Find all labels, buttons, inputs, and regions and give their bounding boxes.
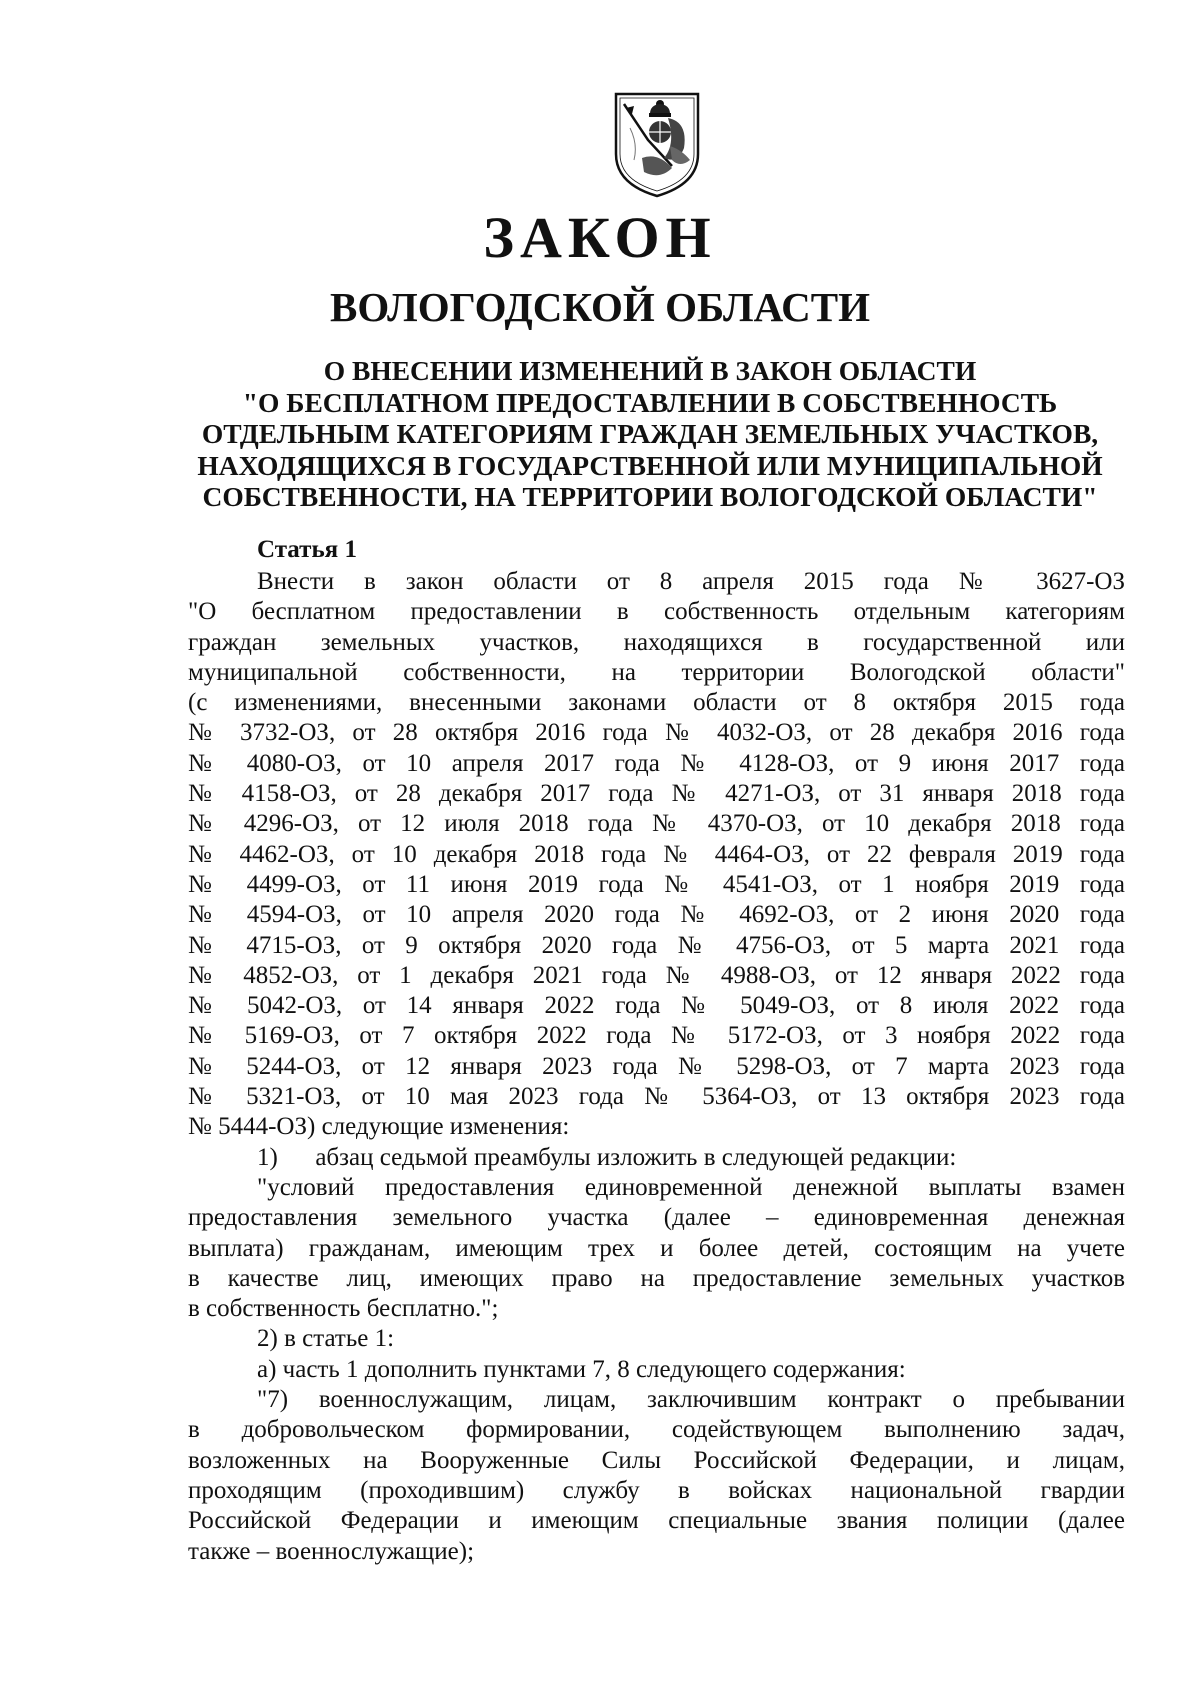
text-line: № 4080-ОЗ, от 10 апреля 2017 года № 4128-ОЗ, от 9 июня 2017 года — [188, 749, 1125, 777]
text-line: № 4594-ОЗ, от 10 апреля 2020 года № 4692-ОЗ, от 2 июня 2020 года — [188, 901, 1125, 929]
text-line: № 5042-ОЗ, от 14 января 2022 года № 5049-ОЗ, от 8 июля 2022 года — [188, 992, 1125, 1020]
text-line: Российской Федерации и имеющим специальные звания полиции (далее — [188, 1507, 1125, 1535]
text-line: № 3732-ОЗ, от 28 октября 2016 года № 4032-ОЗ, от 28 декабря 2016 года — [188, 719, 1125, 747]
article-heading: Статья 1 — [257, 536, 357, 563]
text-line: № 4715-ОЗ, от 9 октября 2020 года № 4756-ОЗ, от 5 марта 2021 года — [188, 931, 1125, 959]
text-line: № 4499-ОЗ, от 11 июня 2019 года № 4541-ОЗ, от 1 ноября 2019 года — [188, 870, 1125, 898]
text-line: предоставления земельного участка (далее – единовременная денежная — [188, 1204, 1125, 1232]
text-line: "О бесплатном предоставлении в собственность отдельным категориям — [188, 598, 1125, 626]
subtitle-line: "О БЕСПЛАТНОМ ПРЕДОСТАВЛЕНИИ В СОБСТВЕННОСТЬ — [242, 386, 1058, 418]
text-line: в качестве лиц, имеющих право на предоставление земельных участков — [188, 1264, 1125, 1292]
law-subtitle — [170, 355, 1130, 513]
text-line: № 5444-ОЗ) следующие изменения: — [188, 1113, 570, 1141]
subtitle-line: О ВНЕСЕНИИ ИЗМЕНЕНИЙ В ЗАКОН ОБЛАСТИ — [323, 355, 977, 386]
text-line: 1) абзац седьмой преамбулы изложить в следующей редакции: — [257, 1143, 957, 1171]
text-line: № 4158-ОЗ, от 28 декабря 2017 года № 4271-ОЗ, от 31 января 2018 года — [188, 780, 1125, 808]
text-line: муниципальной собственности, на территории Вологодской области" — [188, 658, 1125, 686]
text-line: выплата) гражданам, имеющим трех и более детей, состоящим на учете — [188, 1234, 1125, 1262]
text-line: (с изменениями, внесенными законами области от 8 октября 2015 года — [188, 689, 1125, 717]
text-line: № 4462-ОЗ, от 10 декабря 2018 года № 4464-ОЗ, от 22 февраля 2019 года — [188, 840, 1125, 868]
text-line: Внести в закон области от 8 апреля 2015 года № 3627-ОЗ — [257, 568, 1125, 595]
document-region: ВОЛОГОДСКОЙ ОБЛАСТИ — [329, 284, 871, 330]
subtitle-line: СОБСТВЕННОСТИ, НА ТЕРРИТОРИИ ВОЛОГОДСКОЙ ОБЛАСТИ" — [202, 481, 1098, 512]
text-line: возложенных на Вооруженные Силы Российской Федерации, и лицам, — [188, 1446, 1125, 1474]
text-line: "7) военнослужащим, лицам, заключившим контракт о пребывании — [257, 1386, 1125, 1414]
text-line: № 4296-ОЗ, от 12 июля 2018 года № 4370-ОЗ, от 10 декабря 2018 года — [188, 810, 1125, 838]
text-line: проходящим (проходившим) службу в войсках национальной гвардии — [188, 1476, 1125, 1504]
subtitle-line: НАХОДЯЩИХСЯ В ГОСУДАРСТВЕННОЙ ИЛИ МУНИЦИПАЛЬНОЙ — [197, 449, 1103, 481]
text-line: № 5321-ОЗ, от 10 мая 2023 года № 5364-ОЗ, от 13 октября 2023 года — [188, 1083, 1125, 1111]
article-body — [188, 567, 1125, 1567]
text-line: "условий предоставления единовременной денежной выплаты взамен — [257, 1173, 1125, 1201]
text-line: № 5169-ОЗ, от 7 октября 2022 года № 5172-ОЗ, от 3 ноября 2022 года — [188, 1022, 1125, 1050]
text-line: в собственность бесплатно."; — [188, 1295, 499, 1323]
text-line: № 5244-ОЗ, от 12 января 2023 года № 5298-ОЗ, от 7 марта 2023 года — [188, 1052, 1125, 1080]
text-line: № 4852-ОЗ, от 1 декабря 2021 года № 4988-ОЗ, от 12 января 2022 года — [188, 961, 1125, 989]
text-line: также – военнослужащие); — [188, 1537, 475, 1565]
subtitle-line: ОТДЕЛЬНЫМ КАТЕГОРИЯМ ГРАЖДАН ЗЕМЕЛЬНЫХ УЧАСТКОВ, — [201, 418, 1099, 449]
coat-of-arms-icon — [612, 88, 702, 200]
text-line: а) часть 1 дополнить пунктами 7, 8 следующего содержания: — [257, 1355, 906, 1383]
text-line: в добровольческом формировании, содействующем выполнению задач, — [188, 1416, 1125, 1444]
document-title: ЗАКОН — [483, 205, 717, 270]
text-line: граждан земельных участков, находящихся в государственной или — [188, 628, 1125, 656]
text-line: 2) в статье 1: — [257, 1325, 395, 1353]
